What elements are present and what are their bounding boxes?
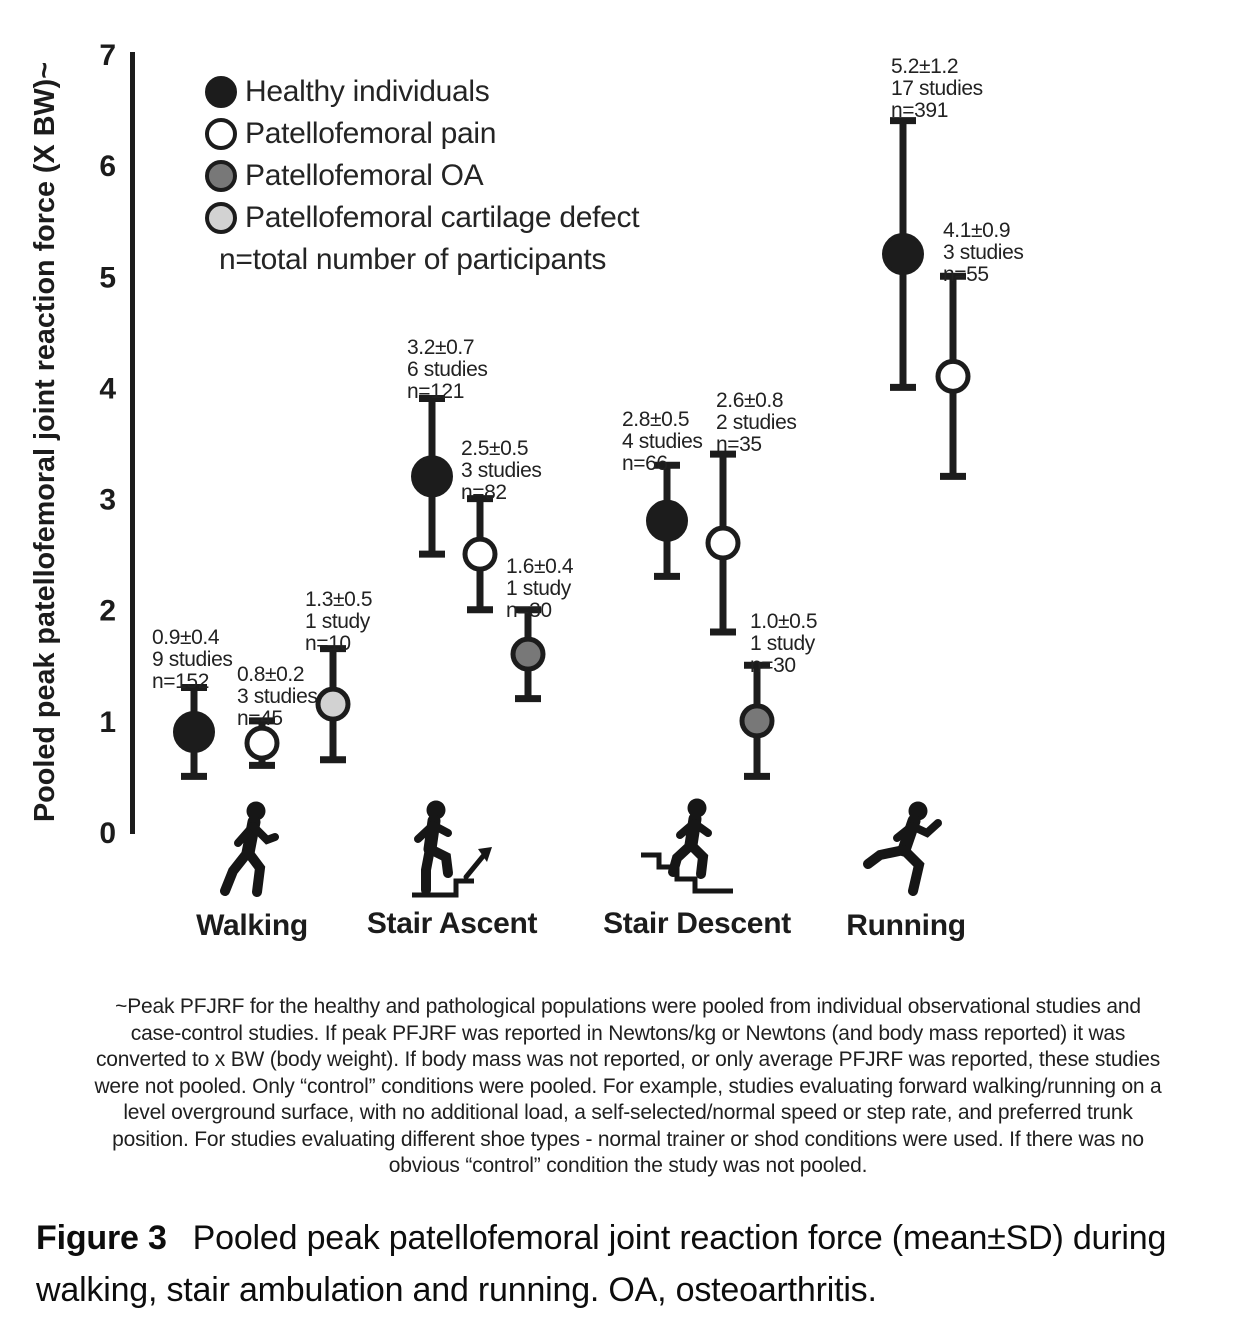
activity-group-stair-descent (587, 798, 807, 941)
data-point (708, 389, 796, 632)
oa-swatch-icon (205, 160, 237, 192)
data-point-annotation: 2.5±0.5 3 studies n=82 (461, 437, 542, 504)
cartilage-defect-swatch-icon (205, 202, 237, 234)
y-tick-label: 1 (99, 705, 116, 739)
data-point-annotation: 5.2±1.2 17 studies n=391 (891, 55, 983, 122)
legend-item-label: Patellofemoral cartilage defect (245, 201, 640, 234)
chart-legend (205, 71, 805, 281)
running-icon (861, 800, 951, 905)
figure-caption-label: Figure 3 (36, 1219, 167, 1257)
data-point-annotation: 3.2±0.7 6 studies n=121 (407, 336, 488, 403)
figure-caption (36, 1212, 1176, 1316)
data-point-annotation: 0.8±0.2 3 studies n=45 (237, 663, 318, 730)
legend-item-label: Patellofemoral pain (245, 117, 497, 150)
data-point-annotation: 4.1±0.9 3 studies n=55 (943, 219, 1024, 286)
activity-label: Stair Ascent (366, 907, 538, 940)
y-tick-label: 2 (99, 594, 116, 628)
marker (648, 501, 687, 540)
pfp-swatch-icon (205, 118, 237, 150)
walking-icon (212, 800, 292, 905)
marker (175, 712, 214, 751)
marker (513, 639, 543, 669)
legend-item-oa (205, 155, 805, 197)
marker (884, 235, 923, 274)
stair-ascent-icon (402, 798, 502, 903)
y-tick-label: 4 (99, 372, 116, 406)
y-tick-label: 6 (99, 150, 116, 184)
data-point-annotation: 1.0±0.5 1 study n=30 (750, 610, 818, 677)
activity-group-stair-ascent (342, 798, 562, 941)
marker (742, 706, 772, 736)
data-point (622, 408, 702, 576)
legend-item-label: Healthy individuals (245, 75, 490, 108)
activity-label: Running (846, 909, 966, 942)
data-point-annotation: 2.6±0.8 2 studies n=35 (716, 389, 797, 456)
activity-label: Walking (196, 909, 308, 942)
legend-item-cartilage-defect (205, 197, 805, 239)
activity-label: Stair Descent (603, 907, 791, 940)
stair-descent-icon (637, 798, 757, 903)
data-point (152, 626, 232, 776)
marker (413, 457, 452, 496)
y-tick-label: 3 (99, 483, 116, 517)
data-point (938, 219, 1023, 476)
legend-item-pfp (205, 113, 805, 155)
data-point-annotation: 1.3±0.5 1 study n=10 (305, 588, 373, 655)
figure-caption-text: Pooled peak patellofemoral joint reaction force (mean±SD) during walking, stair ambulation and running. OA, osteoarthritis. (36, 1219, 1167, 1309)
data-point-annotation: 2.8±0.5 4 studies n=66 (622, 408, 703, 475)
marker (708, 528, 738, 558)
marker (318, 689, 348, 719)
y-axis-title: Pooled peak patellofemoral joint reaction force (X BW)~ (29, 55, 61, 822)
marker (465, 539, 495, 569)
healthy-swatch-icon (205, 76, 237, 108)
activity-group-walking (142, 800, 362, 943)
data-point (237, 663, 317, 765)
data-point (742, 610, 817, 776)
data-point-annotation: 1.6±0.4 1 study n=30 (506, 555, 574, 622)
legend-note: n=total number of participants (219, 243, 607, 276)
data-point-annotation: 0.9±0.4 9 studies n=152 (152, 626, 233, 693)
y-tick-label: 5 (99, 261, 116, 295)
marker (247, 728, 277, 758)
data-point (506, 555, 574, 699)
y-tick-label: 7 (99, 39, 116, 72)
legend-item-label: Patellofemoral OA (245, 159, 484, 192)
legend-item-healthy (205, 71, 805, 113)
marker (938, 361, 968, 391)
y-tick-label: 0 (99, 817, 116, 850)
data-point (305, 588, 372, 760)
activity-group-running (796, 800, 1016, 943)
figure-footnote: ~Peak PFJRF for the healthy and pathological populations were pooled from individual observational studies and case-control studies. If peak PFJRF was reported in Newtons/kg or Newtons (and body mass reported) it was converted to x BW (body weight). If body mass was not reported, or only average PFJRF was reported, these studies were not pooled. Only “control” conditions were pooled. For example, studies evaluating forward walking/running on a level overground surface, with no additional load, a self-selected/normal speed or step rate, and preferred trunk position. For studies evaluating different shoe types - normal trainer or shod conditions were used. If there was no obvious “control” condition the study was not pooled. (94, 995, 1162, 1177)
